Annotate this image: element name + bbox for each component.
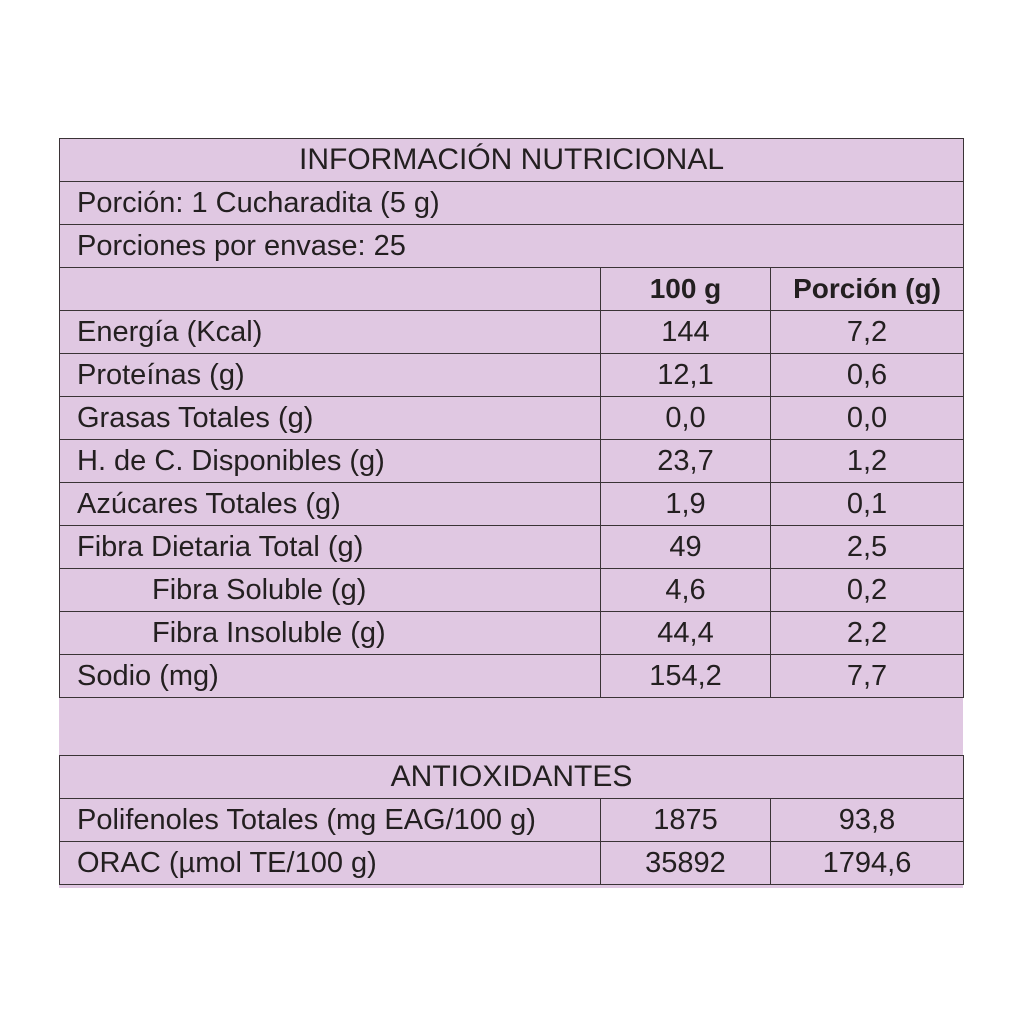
- column-header-blank: [60, 268, 601, 311]
- row-label: ORAC (µmol TE/100 g): [60, 842, 601, 885]
- serving-row: [60, 182, 964, 225]
- table-row: [60, 612, 964, 655]
- title-row: [60, 756, 964, 799]
- row-value-portion: 0,6: [771, 354, 964, 397]
- row-label: Fibra Insoluble (g): [60, 612, 601, 655]
- nutrition-table: [59, 138, 964, 698]
- serving-size: Porción: 1 Cucharadita (5 g): [60, 182, 964, 225]
- table-row: [60, 483, 964, 526]
- row-value-portion: 0,2: [771, 569, 964, 612]
- row-value-portion: 7,2: [771, 311, 964, 354]
- nutrition-label-panel: [59, 138, 963, 888]
- column-header-per100: 100 g: [601, 268, 771, 311]
- row-value-per100: 12,1: [601, 354, 771, 397]
- row-value-per100: 0,0: [601, 397, 771, 440]
- table-row: [60, 842, 964, 885]
- row-label: Fibra Dietaria Total (g): [60, 526, 601, 569]
- table-row: [60, 440, 964, 483]
- row-value-per100: 35892: [601, 842, 771, 885]
- table-row: [60, 526, 964, 569]
- row-value-per100: 23,7: [601, 440, 771, 483]
- row-label: Fibra Soluble (g): [60, 569, 601, 612]
- column-header-portion: Porción (g): [771, 268, 964, 311]
- row-value-per100: 1,9: [601, 483, 771, 526]
- row-value-per100: 144: [601, 311, 771, 354]
- row-value-portion: 1,2: [771, 440, 964, 483]
- row-value-portion: 1794,6: [771, 842, 964, 885]
- table-row: [60, 799, 964, 842]
- table-row: [60, 311, 964, 354]
- row-value-portion: 2,5: [771, 526, 964, 569]
- row-value-per100: 49: [601, 526, 771, 569]
- row-label: Sodio (mg): [60, 655, 601, 698]
- row-value-per100: 44,4: [601, 612, 771, 655]
- nutrition-title: INFORMACIÓN NUTRICIONAL: [60, 139, 964, 182]
- table-row: [60, 569, 964, 612]
- row-value-portion: 0,0: [771, 397, 964, 440]
- antioxidants-table: [59, 755, 964, 885]
- row-label: Grasas Totales (g): [60, 397, 601, 440]
- table-row: [60, 397, 964, 440]
- table-row: [60, 655, 964, 698]
- servings-per-pack: Porciones por envase: 25: [60, 225, 964, 268]
- row-value-portion: 93,8: [771, 799, 964, 842]
- row-label: Proteínas (g): [60, 354, 601, 397]
- row-value-portion: 2,2: [771, 612, 964, 655]
- row-label: H. de C. Disponibles (g): [60, 440, 601, 483]
- column-header-row: [60, 268, 964, 311]
- row-value-per100: 1875: [601, 799, 771, 842]
- row-value-portion: 7,7: [771, 655, 964, 698]
- row-value-per100: 154,2: [601, 655, 771, 698]
- row-value-per100: 4,6: [601, 569, 771, 612]
- servings-per-pack-row: [60, 225, 964, 268]
- antioxidants-title: ANTIOXIDANTES: [60, 756, 964, 799]
- table-row: [60, 354, 964, 397]
- row-label: Polifenoles Totales (mg EAG/100 g): [60, 799, 601, 842]
- row-value-portion: 0,1: [771, 483, 964, 526]
- title-row: [60, 139, 964, 182]
- row-label: Energía (Kcal): [60, 311, 601, 354]
- row-label: Azúcares Totales (g): [60, 483, 601, 526]
